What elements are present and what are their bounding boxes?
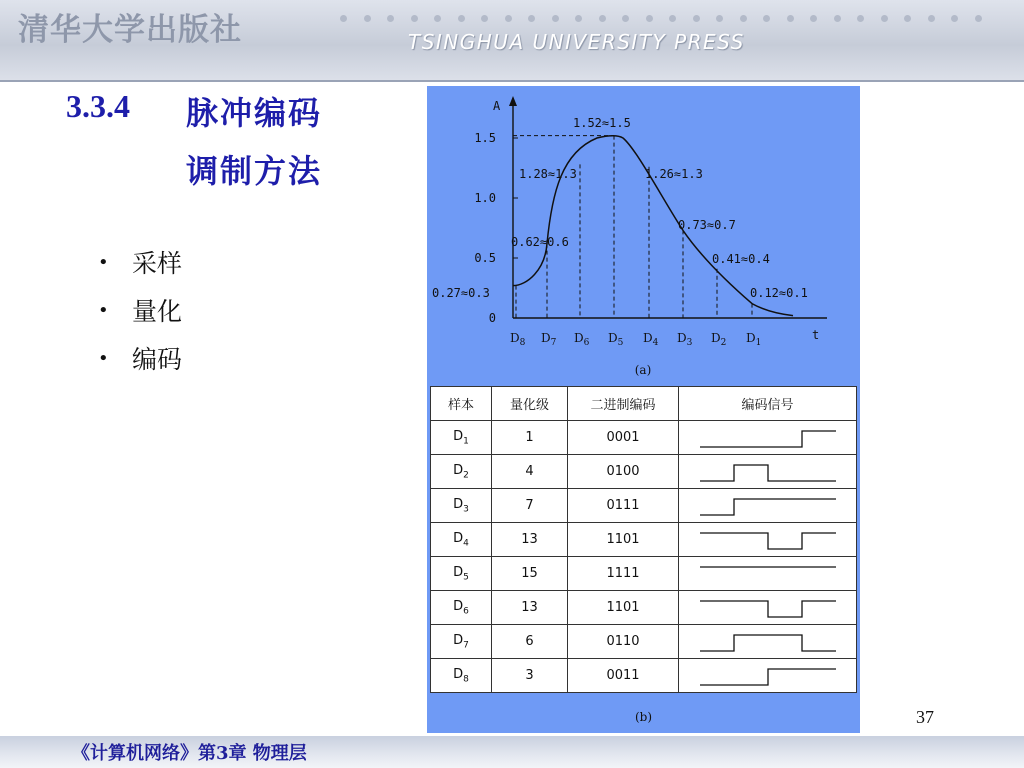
sample-label: D — [453, 496, 464, 512]
decorative-dot — [340, 15, 347, 22]
table-body — [431, 421, 857, 693]
sample-label: D — [453, 428, 464, 444]
waveform-line — [700, 533, 836, 549]
x-tick-label — [643, 331, 659, 348]
sample-cell — [431, 659, 492, 693]
waveform-line — [700, 465, 836, 481]
y-axis-arrow-icon — [509, 96, 517, 106]
code-signal-cell — [679, 557, 857, 591]
table-row — [431, 455, 857, 489]
bullet-item — [98, 286, 182, 334]
footer-text: 《计算机网络》第3章 物理层 — [72, 743, 307, 764]
value-annotation: 0.41≈0.4 — [712, 252, 770, 266]
waveform-line — [700, 431, 836, 447]
decorative-dot — [693, 15, 700, 22]
bullet-list — [98, 238, 182, 382]
sampling-chart — [427, 86, 860, 381]
decorative-dot — [622, 15, 629, 22]
header-level: 量化级 — [492, 387, 568, 421]
sample-subscript: 6 — [463, 606, 469, 617]
code-signal-cell — [679, 591, 857, 625]
code-signal-cell — [679, 455, 857, 489]
code-signal-waveform — [682, 426, 854, 450]
level-cell: 3 — [492, 659, 568, 693]
x-tick-subscript: 5 — [617, 338, 624, 348]
level-cell: 1 — [492, 421, 568, 455]
decorative-dot — [481, 15, 488, 22]
y-tick-label: 1.5 — [474, 131, 496, 145]
table-row — [431, 421, 857, 455]
table-row — [431, 557, 857, 591]
x-tick-label — [677, 331, 693, 348]
code-signal-waveform — [682, 528, 854, 552]
binary-code-cell: 0100 — [568, 455, 679, 489]
y-axis-label: A — [493, 99, 501, 113]
binary-code-cell: 0001 — [568, 421, 679, 455]
code-signal-waveform — [682, 596, 854, 620]
waveform-line — [700, 601, 836, 617]
value-annotation: 0.12≈0.1 — [750, 286, 808, 300]
sample-cell — [431, 557, 492, 591]
x-tick-subscript: 2 — [720, 338, 727, 348]
value-annotation: 1.26≈1.3 — [645, 167, 703, 181]
sample-label: D — [453, 598, 464, 614]
bullet-item — [98, 334, 182, 382]
sample-cell — [431, 421, 492, 455]
sample-subscript: 8 — [463, 674, 469, 685]
decorative-dot — [434, 15, 441, 22]
page-number: 37 — [916, 707, 934, 727]
level-cell: 15 — [492, 557, 568, 591]
header-binary-code: 二进制编码 — [568, 387, 679, 421]
sample-label: D — [453, 666, 464, 682]
x-tick-base: D — [574, 331, 584, 345]
binary-code-cell: 1111 — [568, 557, 679, 591]
decorative-dot — [411, 15, 418, 22]
code-signal-waveform — [682, 664, 854, 688]
level-cell: 6 — [492, 625, 568, 659]
header-divider — [0, 80, 1024, 82]
bullet-dot-icon: • — [98, 347, 109, 369]
decorative-dot — [928, 15, 935, 22]
sample-label: D — [453, 632, 464, 648]
code-signal-waveform — [682, 630, 854, 654]
decorative-dot — [505, 15, 512, 22]
pcm-figure-panel — [427, 86, 860, 733]
x-tick-subscript: 3 — [686, 338, 693, 348]
level-cell: 7 — [492, 489, 568, 523]
x-tick-base: D — [608, 331, 618, 345]
decorative-dot — [458, 15, 465, 22]
level-cell: 13 — [492, 591, 568, 625]
bullet-item — [98, 238, 182, 286]
y-tick-label: 0 — [488, 311, 496, 325]
x-tick-label — [574, 331, 590, 348]
sample-label: D — [453, 530, 464, 546]
decorative-dot — [740, 15, 747, 22]
figure-a-caption: (a) — [634, 363, 652, 377]
value-annotation: 0.73≈0.7 — [678, 218, 736, 232]
x-tick-label — [711, 331, 726, 348]
header-code-signal: 编码信号 — [679, 387, 857, 421]
code-signal-waveform — [682, 562, 854, 586]
sample-subscript: 4 — [463, 538, 469, 549]
header-sample: 样本 — [431, 387, 492, 421]
decorative-dot — [646, 15, 653, 22]
binary-code-cell: 1101 — [568, 523, 679, 557]
x-tick-base: D — [746, 331, 756, 345]
bullet-text: 采样 — [132, 249, 183, 278]
x-tick-subscript: 4 — [652, 338, 659, 348]
value-annotation: 0.27≈0.3 — [432, 286, 490, 300]
publisher-logo-cn: 清华大学出版社 — [18, 12, 242, 48]
sample-subscript: 1 — [463, 436, 469, 447]
x-tick-base: D — [541, 331, 551, 345]
table-row — [431, 625, 857, 659]
value-annotation: 1.28≈1.3 — [519, 167, 577, 181]
section-number: 3.3.4 — [66, 88, 130, 124]
decorative-dot — [834, 15, 841, 22]
binary-code-cell: 0011 — [568, 659, 679, 693]
sample-subscript: 2 — [463, 470, 469, 481]
code-signal-cell — [679, 489, 857, 523]
table-row — [431, 489, 857, 523]
x-tick-label — [541, 331, 557, 348]
table-row — [431, 659, 857, 693]
decorative-dot — [716, 15, 723, 22]
sample-label: D — [453, 462, 464, 478]
decorative-dot — [364, 15, 371, 22]
value-annotation: 0.62≈0.6 — [511, 235, 569, 249]
x-tick-base: D — [510, 331, 520, 345]
publisher-logo-en: TSINGHUA UNIVERSITY PRESS — [408, 30, 745, 54]
binary-code-cell: 0110 — [568, 625, 679, 659]
waveform-line — [700, 635, 836, 651]
pcm-code-table — [430, 386, 857, 693]
code-signal-waveform — [682, 494, 854, 518]
level-cell: 13 — [492, 523, 568, 557]
binary-code-cell: 1101 — [568, 591, 679, 625]
x-tick-label — [746, 331, 761, 348]
sample-cell — [431, 591, 492, 625]
level-cell: 4 — [492, 455, 568, 489]
section-title-line2: 调制方法 — [186, 152, 323, 190]
binary-code-cell: 0111 — [568, 489, 679, 523]
table-row — [431, 523, 857, 557]
table-header-row — [431, 387, 857, 421]
code-signal-cell — [679, 625, 857, 659]
sample-subscript: 3 — [463, 504, 469, 515]
x-tick-label — [510, 331, 526, 348]
decorative-dot — [575, 15, 582, 22]
x-tick-subscript: 6 — [583, 338, 590, 348]
sample-subscript: 7 — [463, 640, 469, 651]
value-annotation: 1.52≈1.5 — [573, 116, 631, 130]
decorative-dot — [763, 15, 770, 22]
sample-subscript: 5 — [463, 572, 469, 583]
bullet-text: 编码 — [132, 345, 183, 374]
decorative-dot — [787, 15, 794, 22]
decorative-dot — [951, 15, 958, 22]
x-tick-base: D — [643, 331, 653, 345]
code-signal-cell — [679, 523, 857, 557]
waveform-line — [700, 499, 836, 515]
bullet-text: 量化 — [132, 297, 183, 326]
sample-cell — [431, 625, 492, 659]
decorative-dot — [975, 15, 982, 22]
x-tick-base: D — [677, 331, 687, 345]
decorative-dot — [528, 15, 535, 22]
x-tick-subscript: 8 — [519, 338, 526, 348]
x-axis-label: t — [812, 328, 820, 342]
decorative-dots — [340, 7, 1020, 19]
y-tick-label: 1.0 — [474, 191, 496, 205]
decorative-dot — [599, 15, 606, 22]
decorative-dot — [669, 15, 676, 22]
decorative-dot — [387, 15, 394, 22]
y-tick-label: 0.5 — [474, 251, 496, 265]
code-signal-waveform — [682, 460, 854, 484]
code-signal-cell — [679, 659, 857, 693]
code-signal-cell — [679, 421, 857, 455]
bullet-dot-icon: • — [98, 299, 109, 321]
bullet-dot-icon: • — [98, 251, 109, 273]
waveform-line — [700, 669, 836, 685]
sample-cell — [431, 523, 492, 557]
decorative-dot — [881, 15, 888, 22]
decorative-dot — [552, 15, 559, 22]
decorative-dot — [857, 15, 864, 22]
x-tick-base: D — [711, 331, 721, 345]
x-tick-subscript: 7 — [550, 338, 557, 348]
decorative-dot — [904, 15, 911, 22]
decorative-dot — [810, 15, 817, 22]
sample-label: D — [453, 564, 464, 580]
sample-cell — [431, 489, 492, 523]
table-row — [431, 591, 857, 625]
x-tick-label — [608, 331, 624, 348]
section-title-line1: 脉冲编码 — [186, 94, 323, 132]
figure-b-caption: (b) — [634, 710, 653, 724]
x-tick-subscript: 1 — [755, 338, 762, 348]
sample-cell — [431, 455, 492, 489]
